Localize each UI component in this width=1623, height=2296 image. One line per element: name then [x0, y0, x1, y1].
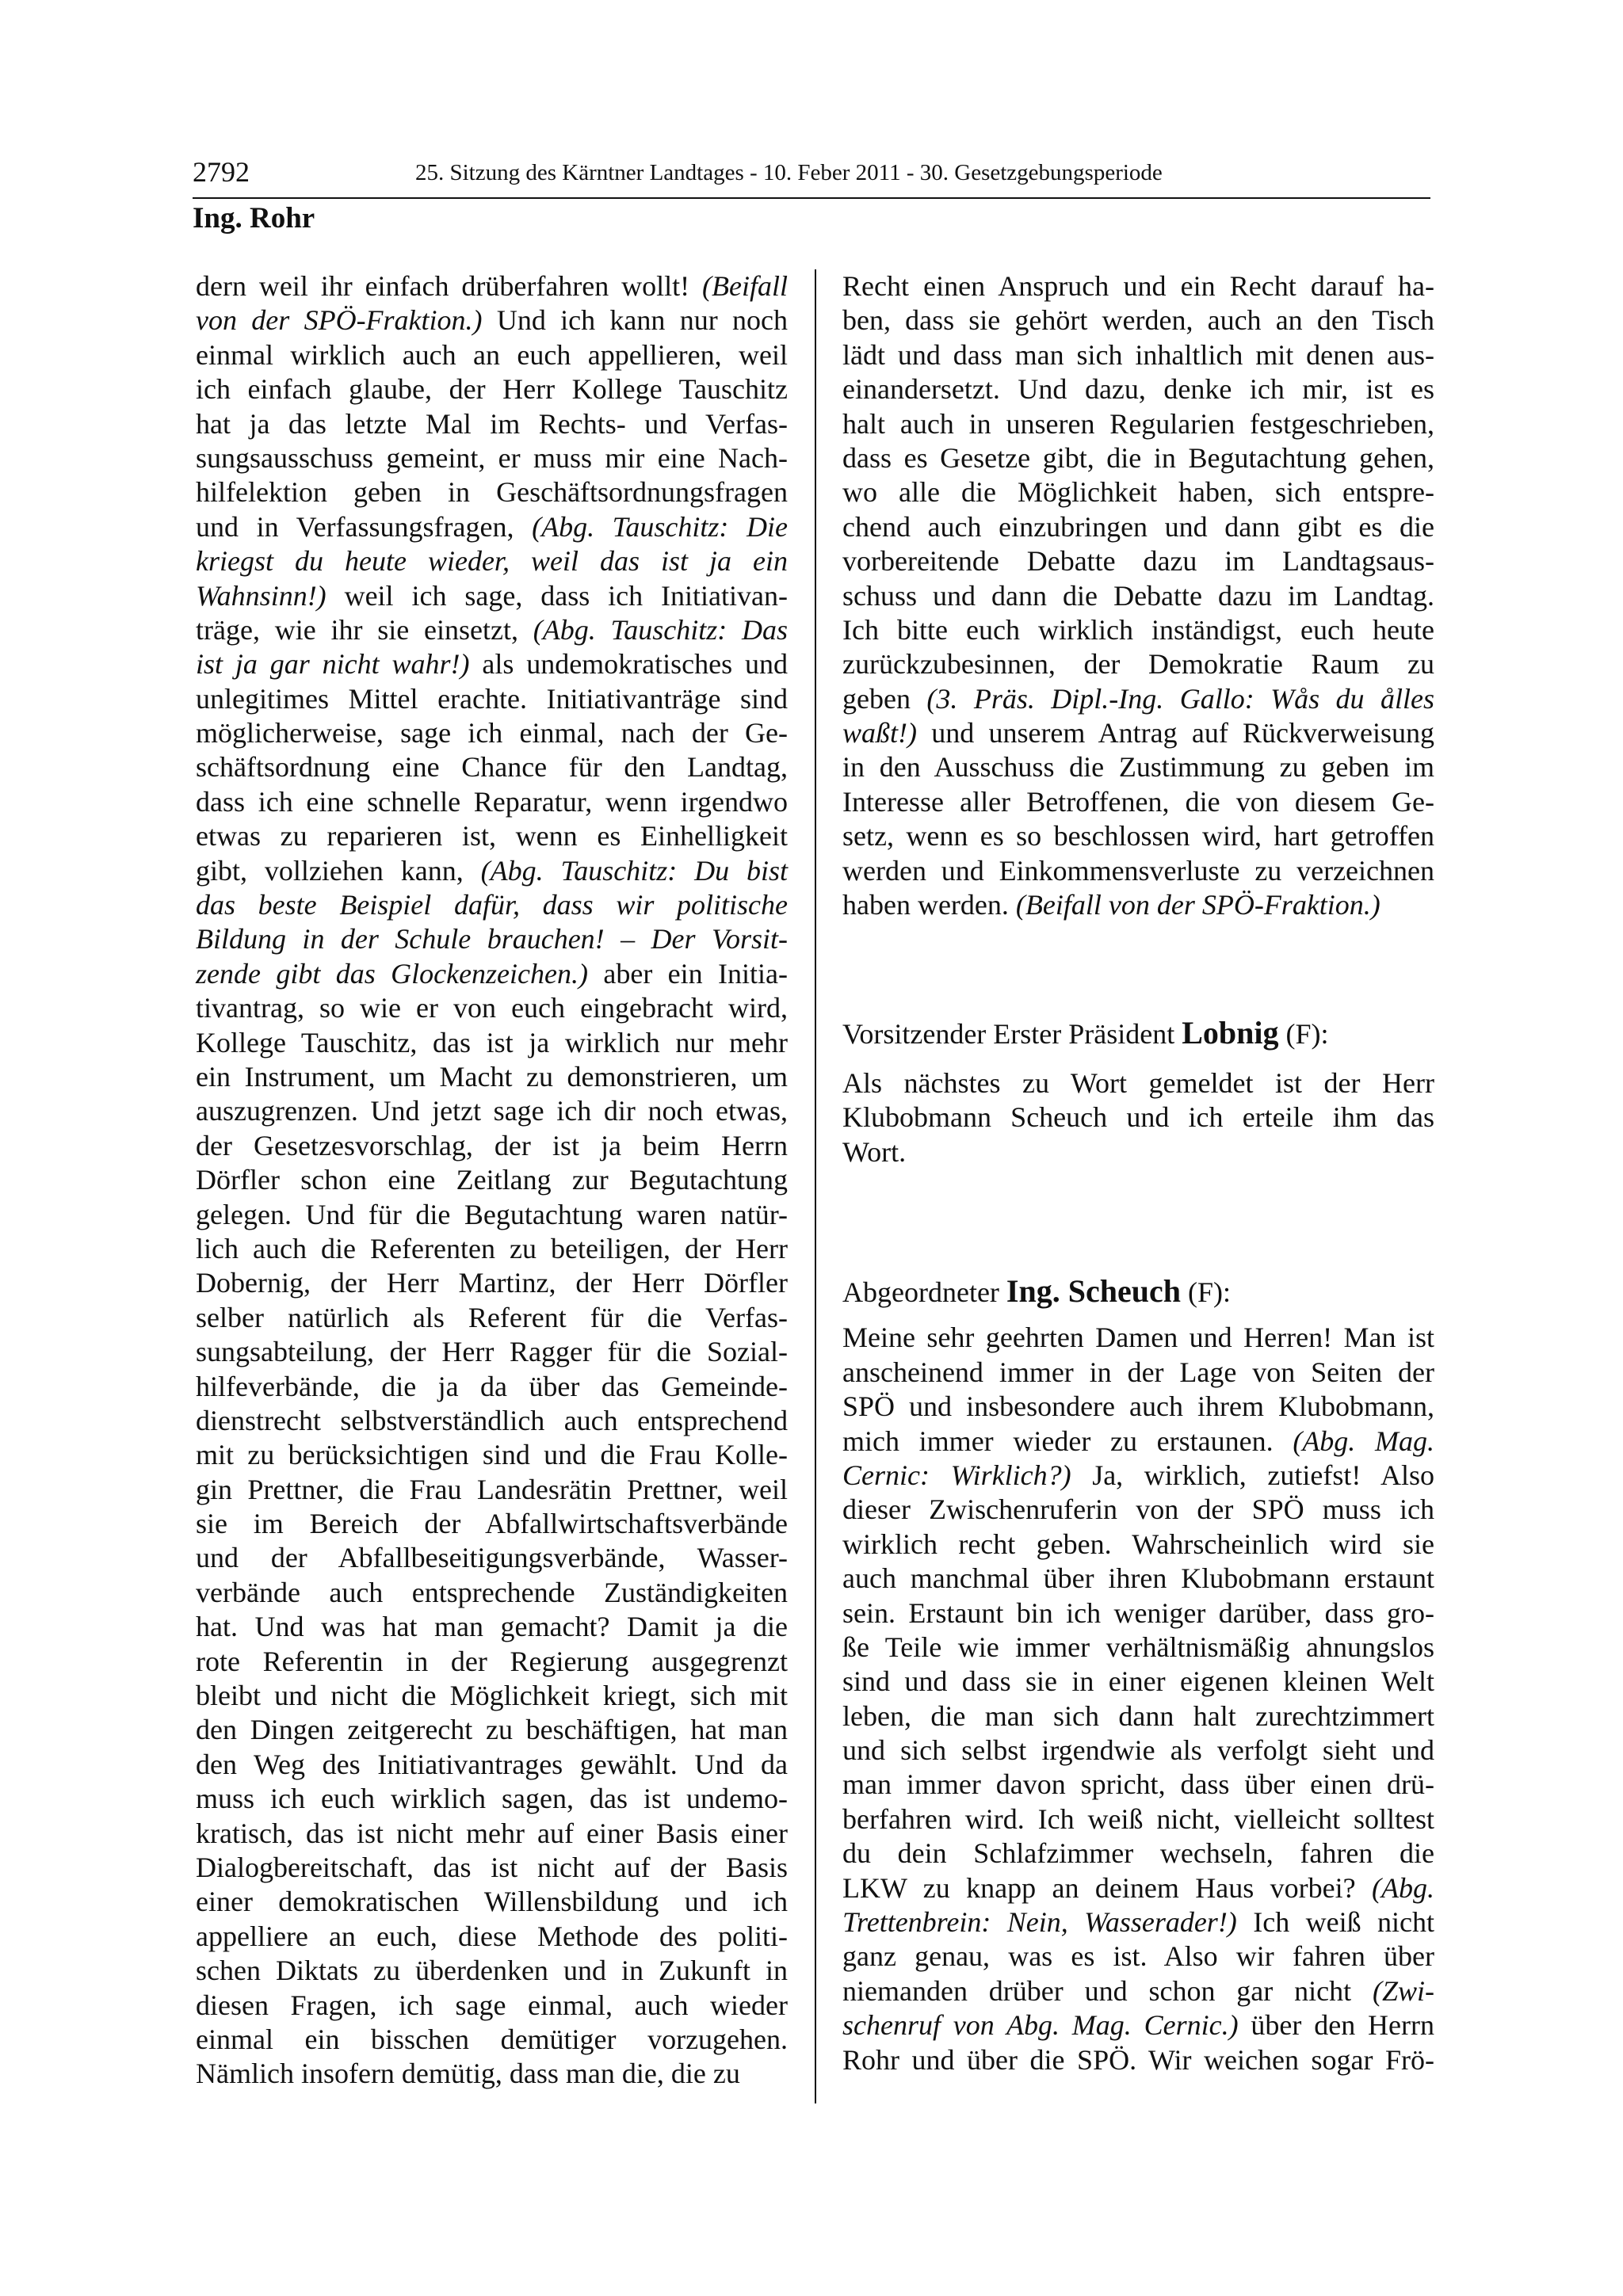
text-line: träge, wie ihr sie einsetzt, (Abg. Tauschitz: Das [196, 613, 788, 646]
text-line: appelliere an euch, diese Methode des politi- [196, 1920, 788, 1952]
text-line: dieser Zwischenruferin von der SPÖ muss ich [842, 1493, 1434, 1526]
speaker-heading-lobnig: Vorsitzender Erster Präsident Lobnig (F): [842, 1015, 1329, 1051]
text-line: kriegst du heute wieder, weil das ist ja ein [196, 545, 788, 578]
spacer [842, 1169, 1434, 1274]
text-line: ganz genau, was es ist. Also wir fahren über [842, 1940, 1434, 1973]
text-line: haben werden. (Beifall von der SPÖ-Fraktion.) [842, 889, 1381, 921]
text-line: ein Instrument, um Macht zu demonstrieren, um [196, 1060, 788, 1093]
text-line: von der SPÖ-Fraktion.) Und ich kann nur noch [196, 304, 788, 337]
spacer [842, 922, 1434, 1016]
text-line: sungsabteilung, der Herr Ragger für die Sozial- [196, 1336, 788, 1368]
text-line: Meine sehr geehrten Damen und Herren! Man ist [842, 1322, 1434, 1354]
text-line: ben, dass sie gehört werden, auch an den Tisch [842, 304, 1434, 337]
page-number: 2792 [193, 156, 250, 188]
text-line: Wort. [842, 1135, 907, 1168]
text-line: auszugrenzen. Und jetzt sage ich dir noch etwas, [196, 1095, 788, 1127]
text-line: in den Ausschuss die Zustimmung zu geben im [842, 751, 1434, 784]
text-line: Trettenbrein: Nein, Wasserader!) Ich weiß nicht [842, 1906, 1434, 1939]
text-line: der Gesetzesvorschlag, der ist ja beim Herrn [196, 1129, 788, 1161]
current-speaker: Ing. Rohr [193, 202, 315, 235]
text-line: den Weg des Initiativantrages gewählt. Und da [196, 1748, 788, 1780]
speaker-heading-scheuch: Abgeordneter Ing. Scheuch (F): [842, 1272, 1231, 1309]
text-line: dass ich eine schnelle Reparatur, wenn irgendwo [196, 785, 788, 818]
text-line: kratisch, das ist nicht mehr auf einer Basis einer [196, 1817, 788, 1849]
text-line: selber natürlich als Referent für die Verfas- [196, 1301, 788, 1333]
text-line: gibt, vollziehen kann, (Abg. Tauschitz: Du bist [196, 854, 788, 887]
text-line: muss ich euch wirklich sagen, das ist undemo- [196, 1783, 788, 1815]
text-line: wirklich recht geben. Wahrscheinlich wird sie [842, 1527, 1434, 1560]
text-line: lich auch die Referenten zu beteiligen, der Herr [196, 1232, 788, 1264]
text-line: hat. Und was hat man gemacht? Damit ja die [196, 1611, 788, 1643]
text-line: zende gibt das Glockenzeichen.) aber ein Initia- [196, 957, 788, 990]
text-line: sungsausschuss gemeint, er muss mir eine Nach- [196, 441, 788, 474]
right-paragraph-3 [842, 1321, 1434, 2077]
text-line: schenruf von Abg. Mag. Cernic.) über den Herrn [842, 2009, 1434, 2042]
text-line: tivantrag, so wie er von euch eingebracht wird, [196, 992, 788, 1024]
text-line: leben, die man sich dann halt zurechtzimmert [842, 1699, 1434, 1732]
text-line: sind und dass sie in einer eigenen kleinen Welt [842, 1665, 1434, 1698]
text-line: ist ja gar nicht wahr!) als undemokratisches und [196, 648, 789, 681]
text-line: ich einfach glaube, der Herr Kollege Tauschitz [196, 373, 788, 406]
text-line: und sich selbst irgendwie als verfolgt sieht und [842, 1734, 1434, 1767]
text-line: mit zu berücksichtigen sind und die Frau Kolle- [196, 1439, 788, 1471]
text-line: hat ja das letzte Mal im Rechts- und Verfas- [196, 407, 788, 440]
spacer [842, 1051, 1434, 1066]
text-line: niemanden drüber und schon gar nicht (Zwi- [842, 1974, 1434, 2007]
right-paragraph-1 [842, 269, 1434, 922]
text-line: Dörfler schon eine Zeitlang zur Begutachtung [196, 1164, 788, 1196]
column-divider [815, 269, 816, 2103]
text-line: Interesse aller Betroffenen, die von diesem Ge- [842, 785, 1434, 818]
text-line: den Dingen zeitgerecht zu beschäftigen, hat man [196, 1714, 788, 1746]
text-line: berfahren wird. Ich weiß nicht, vielleicht solltest [842, 1802, 1434, 1835]
header-rule [193, 197, 1430, 199]
text-line: gelegen. Und für die Begutachtung waren natür- [196, 1198, 788, 1230]
left-column [196, 269, 788, 2092]
text-line: das beste Beispiel dafür, dass wir politische [196, 889, 788, 921]
text-line: und in Verfassungsfragen, (Abg. Tauschitz: Die [196, 510, 788, 543]
text-line: Wahnsinn!) weil ich sage, dass ich Initiativan- [196, 579, 788, 612]
text-line: Dialogbereitschaft, das ist nicht auf der Basis [196, 1851, 788, 1883]
text-line: sein. Erstaunt bin ich weniger darüber, dass gro- [842, 1596, 1434, 1629]
text-line: waßt!) und unserem Antrag auf Rückverweisung [842, 717, 1434, 749]
text-line: Recht einen Anspruch und ein Recht darauf ha- [842, 270, 1434, 302]
text-line: Als nächstes zu Wort gemeldet ist der Herr [842, 1066, 1434, 1099]
text-line: einer demokratischen Willensbildung und ich [196, 1886, 788, 1918]
text-line: anscheinend immer in der Lage von Seiten der [842, 1356, 1434, 1388]
text-line: hilfelektion geben in Geschäftsordnungsfragen [196, 476, 788, 509]
text-line: Kollege Tauschitz, das ist ja wirklich nur mehr [196, 1026, 788, 1058]
text-line: auch manchmal über ihren Klubobmann erstaunt [842, 1562, 1434, 1595]
text-line: rote Referentin in der Regierung ausgegrenzt [196, 1645, 788, 1677]
text-line: Dobernig, der Herr Martinz, der Herr Dörfler [196, 1267, 788, 1299]
text-line: einmal wirklich auch an euch appellieren, weil [196, 338, 788, 371]
text-line: chend auch einzubringen und dann gibt es die [842, 510, 1434, 543]
text-line: etwas zu reparieren ist, wenn es Einhelligkeit [196, 820, 788, 852]
text-line: du dein Schlafzimmer wechseln, fahren die [842, 1837, 1434, 1870]
text-line: einmal ein bisschen demütiger vorzugehen. [196, 2023, 788, 2055]
text-line: dern weil ihr einfach drüberfahren wollt! (Beifall [196, 270, 788, 302]
text-line: dienstrecht selbstverständlich auch entsprechend [196, 1404, 788, 1436]
text-line: geben (3. Präs. Dipl.-Ing. Gallo: Wås du ålles [842, 682, 1434, 715]
text-line: Klubobmann Scheuch und ich erteile ihm das [842, 1101, 1434, 1134]
running-header: 25. Sitzung des Kärntner Landtages - 10. Feber 2011 - 30. Gesetzgebungsperiode [415, 160, 1163, 185]
text-line: SPÖ und insbesondere auch ihrem Klubobmann, [842, 1390, 1434, 1423]
text-line: lädt und dass man sich inhaltlich mit denen aus- [842, 338, 1434, 371]
right-column [842, 269, 1434, 2077]
text-line: schäftsordnung eine Chance für den Landtag, [196, 751, 788, 784]
text-line: gin Prettner, die Frau Landesrätin Prettner, weil [196, 1473, 788, 1505]
text-line: setz, wenn es so beschlossen wird, hart getroffen [842, 820, 1434, 852]
text-line: sie im Bereich der Abfallwirtschaftsverbände [196, 1508, 788, 1540]
text-line: schuss und dann die Debatte dazu im Landtag. [842, 579, 1434, 612]
text-line: verbände auch entsprechende Zuständigkeiten [196, 1576, 788, 1608]
text-line: man immer davon spricht, dass über einen drü- [842, 1768, 1434, 1801]
text-line: unlegitimes Mittel erachte. Initiativanträge sind [196, 682, 788, 715]
text-line: diesen Fragen, ich sage einmal, auch wieder [196, 1989, 788, 2021]
text-line: mich immer wieder zu erstaunen. (Abg. Mag. [842, 1425, 1434, 1457]
text-line: Nämlich insofern demütig, dass man die, die zu [196, 2058, 740, 2090]
text-line: LKW zu knapp an deinem Haus vorbei? (Abg. [842, 1871, 1434, 1904]
text-line: halt auch in unseren Regularien festgeschrieben, [842, 407, 1434, 440]
text-line: Ich bitte euch wirklich inständigst, euch heute [842, 613, 1434, 646]
text-line: ße Teile wie immer verhältnismäßig ahnungslos [842, 1630, 1434, 1663]
text-line: und der Abfallbeseitigungsverbände, Wasser- [196, 1542, 788, 1574]
text-line: Bildung in der Schule brauchen! – Der Vorsit- [196, 923, 788, 955]
left-paragraph [196, 269, 788, 2092]
right-paragraph-2 [842, 1066, 1434, 1169]
text-line: schen Diktats zu überdenken und in Zukunft in [196, 1955, 788, 1987]
text-line: hilfeverbände, die ja da über das Gemeinde- [196, 1370, 788, 1402]
text-line: vorbereitende Debatte dazu im Landtagsaus- [842, 545, 1434, 578]
text-line: zurückzubesinnen, der Demokratie Raum zu [842, 648, 1434, 681]
text-line: wo alle die Möglichkeit haben, sich entspre- [842, 476, 1434, 509]
text-line: bleibt und nicht die Möglichkeit kriegt, sich mit [196, 1680, 788, 1712]
text-line: möglicherweise, sage ich einmal, nach der Ge- [196, 717, 788, 749]
text-line: dass es Gesetze gibt, die in Begutachtung gehen, [842, 441, 1434, 474]
text-line: Cernic: Wirklich?) Ja, wirklich, zutiefst! Also [842, 1459, 1434, 1491]
text-line: einandersetzt. Und dazu, denke ich mir, ist es [842, 373, 1434, 406]
spacer [842, 1308, 1434, 1321]
text-line: werden und Einkommensverluste zu verzeichnen [842, 854, 1434, 887]
text-line: Rohr und über die SPÖ. Wir weichen sogar Frö- [842, 2043, 1434, 2076]
